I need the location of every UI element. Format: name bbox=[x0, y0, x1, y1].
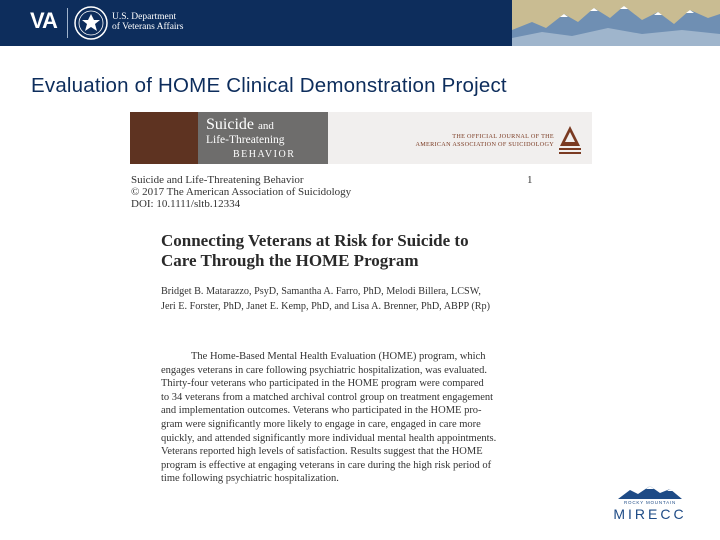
abstract-line: time following psychiatric hospitalization. bbox=[161, 473, 339, 485]
page-number: 1 bbox=[527, 174, 533, 186]
article-title bbox=[161, 231, 469, 271]
journal-title-suicide: Suicide bbox=[206, 116, 254, 133]
aas-logo-icon bbox=[556, 124, 584, 156]
va-seal-icon bbox=[73, 5, 109, 41]
journal-name: Suicide and Life-Threatening Behavior bbox=[131, 174, 304, 186]
header-divider bbox=[67, 8, 68, 38]
journal-title-line-1 bbox=[206, 116, 274, 134]
authors-line-1: Bridget B. Matarazzo, PsyD, Samantha A. Farro, PhD, Melodi Billera, LCSW, bbox=[161, 286, 481, 297]
mirecc-subtitle: ROCKY MOUNTAIN bbox=[623, 500, 677, 505]
article-authors bbox=[161, 284, 490, 314]
department-name bbox=[112, 12, 183, 32]
mirecc-logo bbox=[610, 484, 690, 524]
journal-title-block bbox=[198, 112, 328, 164]
journal-banner bbox=[130, 112, 592, 164]
abstract-line: to 34 veterans from a matched archival control group on treatment engagement bbox=[161, 391, 494, 403]
abstract-line: engages veterans in care following psychiatric hospitalization, was evaluated. bbox=[161, 364, 487, 376]
article-title-line-2: Care Through the HOME Program bbox=[161, 251, 419, 270]
abstract-line: gram were significantly more likely to engage in care, engaged in care more bbox=[161, 418, 481, 430]
banner-brown-block bbox=[130, 112, 198, 164]
article-title-line-1: Connecting Veterans at Risk for Suicide to bbox=[161, 231, 469, 250]
doi: DOI: 10.1111/sltb.12334 bbox=[131, 198, 241, 210]
header-bar bbox=[0, 0, 720, 46]
department-line-1: U.S. Department bbox=[112, 12, 177, 22]
slide-title: Evaluation of HOME Clinical Demonstration Project bbox=[31, 74, 507, 97]
journal-title-line-2: Life-Threatening bbox=[206, 134, 285, 146]
authors-line-2: Jeri E. Forster, PhD, Janet E. Kemp, PhD, and Lisa A. Brenner, PhD, ABPP (Rp) bbox=[161, 301, 491, 312]
official-journal-text bbox=[398, 133, 554, 149]
abstract-line: Veterans reported high levels of satisfaction. Results suggest that the HOME bbox=[161, 446, 483, 458]
journal-title-and: and bbox=[258, 120, 274, 132]
mountains-banner bbox=[512, 0, 720, 46]
abstract-line: and implementation outcomes. Veterans who participated in the HOME pro- bbox=[161, 405, 482, 417]
department-line-2: of Veterans Affairs bbox=[112, 22, 184, 32]
mirecc-name: MIRECC bbox=[613, 506, 687, 522]
abstract-line: program is effective at engaging veterans in care during the high risk period of bbox=[161, 459, 492, 471]
mirecc-mountains-icon bbox=[610, 484, 690, 500]
journal-title-line-3: BEHAVIOR bbox=[233, 149, 296, 160]
va-logo: VA bbox=[30, 8, 57, 33]
official-line-1: THE OFFICIAL JOURNAL OF THE bbox=[452, 133, 554, 140]
abstract-line: The Home-Based Mental Health Evaluation (HOME) program, which bbox=[191, 351, 486, 362]
journal-article-image bbox=[130, 110, 592, 490]
article-abstract bbox=[161, 350, 559, 486]
article-meta bbox=[131, 174, 351, 210]
official-line-2: AMERICAN ASSOCIATION OF SUICIDOLOGY bbox=[415, 141, 554, 148]
copyright: © 2017 The American Association of Suicidology bbox=[131, 186, 352, 198]
abstract-line: Thirty-four veterans who participated in the HOME program were compared bbox=[161, 378, 484, 390]
abstract-line: quickly, and attended significantly more individual mental health appointments. bbox=[161, 432, 497, 444]
